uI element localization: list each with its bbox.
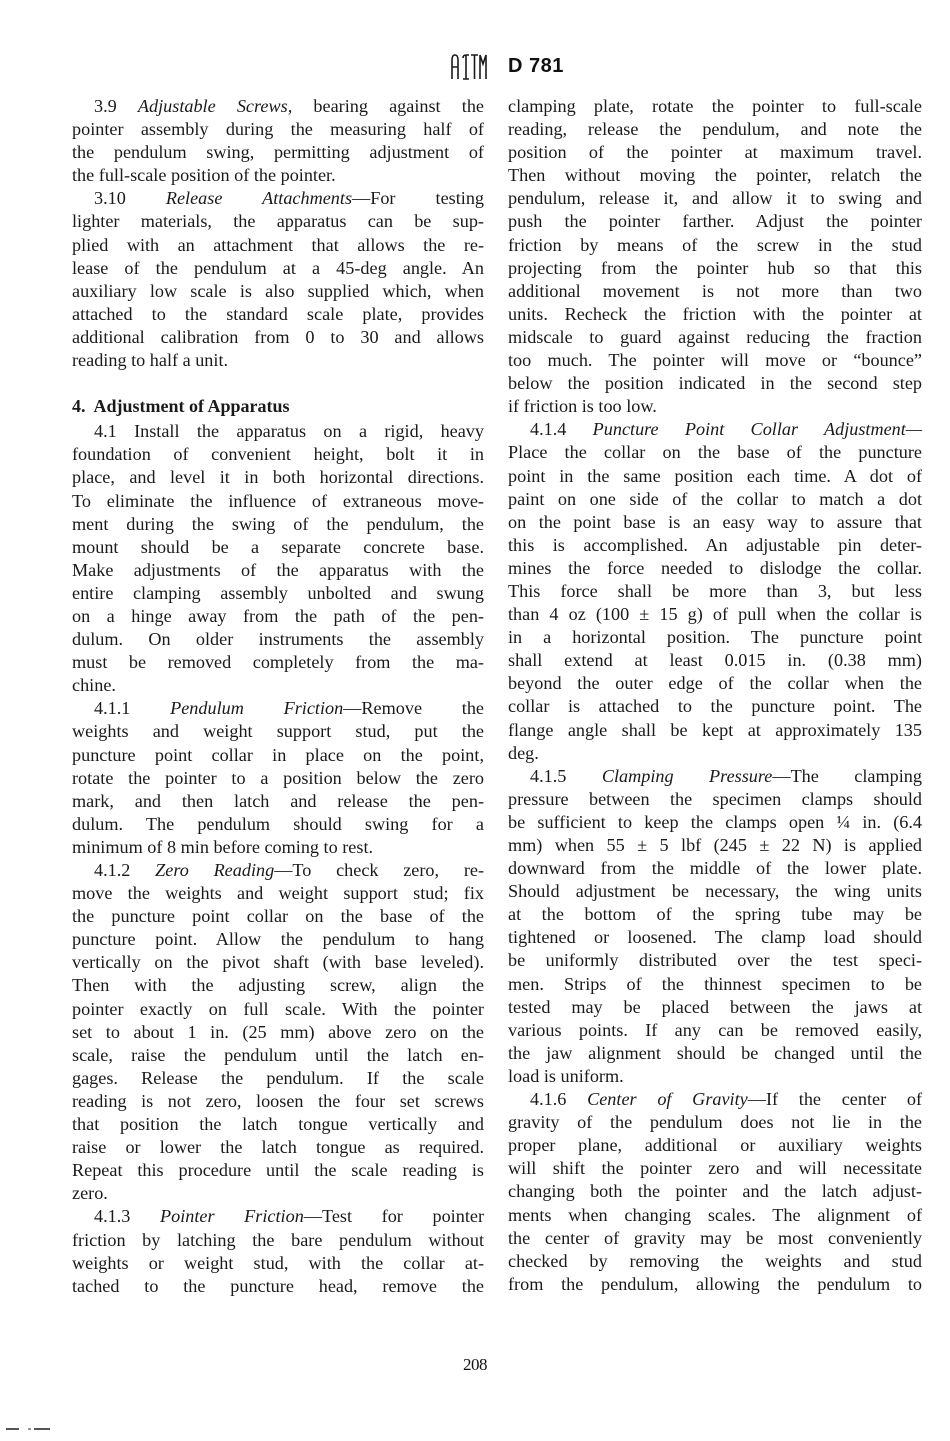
paragraph-4-1-2: 4.1.2 Zero Reading—To check zero, re- move the weights and weight support stud; fix the puncture point collar on the base of the puncture point. Allow the pendulum to hang vertically on the pivot shaft (with base leveled). Then with the adjusting screw, align the pointer exactly on full scale. With the pointer set to about 1 in. (25 mm) above zero on the scale, raise the pendulum until the latch en- gages. Release the pendulum. If the scale reading is not zero, loosen the four set screws that position the latch tongue vertically and raise or lower the latch tongue as required. Repeat this procedure until the scale reading is zero. bbox=[72, 860, 485, 1204]
scan-artifact bbox=[6, 1428, 19, 1430]
scan-artifact bbox=[34, 1428, 50, 1430]
paragraph-3-10: 3.10 Release Attachments—For testing lighter materials, the apparatus can be sup- plied with an attachment that allows the re- lease of the pendulum at a 45-deg angle. An auxiliary low scale is also supplied which, when attached to the standard scale plate, provides additional calibration from 0 to 30 and allows reading to half a unit. bbox=[72, 188, 485, 371]
paragraph-4-1-1: 4.1.1 Pendulum Friction—Remove the weights and weight support stud, put the puncture point collar in place on the point, rotate the pointer to a position below the zero mark, and then latch and release the pen- dulum. The pendulum should swing for a minimum of 8 min before coming to rest. bbox=[72, 698, 484, 857]
paragraph-4-1: 4.1 Install the apparatus on a rigid, heavy foundation of convenient height, bolt it in place, and level it in both horizontal directions. To eliminate the influence of extraneous move- ment during the swing of the pendulum, the mount should be a separate concrete base. Make adjustments of the apparatus with the entire clamping assembly unbolted and swung on a hinge away from the path of the pen- dulum. On older instruments the assembly must be removed completely from the ma- chine. bbox=[72, 421, 484, 696]
standard-designation: D 781 bbox=[508, 55, 564, 77]
paragraph-4-1-5: 4.1.5 Clamping Pressure—The clamping pressure between the specimen clamps should be sufficient to keep the clamps open ¼ in. (6.4 mm) when 55 ± 5 lbf (245 ± 22 N) is applied downward from the middle of the lower plate. Should adjustment be necessary, the wing units at the bottom of the spring tube may be tightened or loosened. The clamp load should be uniformly distributed over the test speci- men. Strips of the thinnest specimen to be tested may be placed between the jaws at various points. If any can be removed easily, the jaw alignment should be changed until the load is uniform. bbox=[508, 765, 922, 1086]
section-heading-4: 4. Adjustment of Apparatus bbox=[72, 396, 290, 417]
section-title: Pointer Friction bbox=[160, 1206, 304, 1227]
section-title: Clamping Pressure bbox=[601, 765, 773, 786]
right-column bbox=[508, 95, 922, 1296]
section-number: 4.1.4 bbox=[530, 419, 567, 440]
astm-logo-icon bbox=[449, 52, 487, 82]
section-title: Release Attachments bbox=[165, 188, 353, 209]
section-number: 4.1.6 bbox=[530, 1089, 567, 1110]
section-title: Pendulum Friction bbox=[170, 698, 344, 719]
section-title: Adjustable Screws, bbox=[137, 96, 293, 116]
section-title: Zero Reading bbox=[155, 860, 275, 880]
paragraph-4-1-4: 4.1.4 Puncture Point Collar Adjustment— Place the collar on the base of the puncture point in the same position each time. A dot of paint on one side of the collar to match a dot on the point base is an easy way to assure that this is accomplished. An adjustable pin deter- mines the force needed to dislodge the collar. This force shall be more than 3, but less than 4 oz (100 ± 15 g) of pull when the collar is in a horizontal position. The puncture point shall extend at least 0.015 in. (0.38 mm) beyond the outer edge of the collar when the collar is attached to the puncture point. The flange angle shall be kept at approximately 135 deg. bbox=[508, 419, 923, 763]
paragraph-3-9: 3.9 Adjustable Screws, bearing against the pointer assembly during the measuring half of the pendulum swing, permitting adjustment of the full-scale position of the pointer. bbox=[72, 96, 484, 186]
left-column bbox=[72, 95, 484, 1298]
section-title: Center of Gravity bbox=[587, 1089, 748, 1110]
section-number: 3.9 bbox=[94, 96, 117, 116]
section-number: 4.1.3 bbox=[94, 1206, 131, 1227]
section-number: 4.1.1 bbox=[94, 698, 131, 719]
page-number: 208 bbox=[463, 1355, 487, 1374]
paragraph-4-1-6: 4.1.6 Center of Gravity—If the center of gravity of the pendulum does not lie in the proper plane, additional or auxiliary weights will shift the pointer zero and will necessitate changing both the pointer and the latch adjust- ments when changing scales. The alignment of the center of gravity may be most conveniently checked by removing the weights and stud from the pendulum, allowing the pendulum to bbox=[508, 1089, 922, 1294]
paragraph-4-1-3: 4.1.3 Pointer Friction—Test for pointer friction by latching the bare pendulum without weights or weight stud, with the collar at- tached to the puncture head, remove the bbox=[72, 1206, 484, 1296]
section-title: Puncture Point Collar Adjustment— bbox=[592, 419, 923, 440]
section-number: 4.1.2 bbox=[94, 860, 131, 880]
section-heading-title: Adjustment of Apparatus bbox=[93, 396, 290, 417]
section-number: 3.10 bbox=[94, 188, 126, 209]
page-header bbox=[0, 52, 950, 86]
scan-artifact bbox=[28, 1428, 31, 1430]
section-number: 4.1.5 bbox=[530, 765, 567, 786]
paragraph-4-1-3-continued: clamping plate, rotate the pointer to full-scale reading, release the pendulum, and note the position of the pointer at maximum travel. Then without moving the pointer, relatch the pendulum, release it, and allow it to swing and push the pointer farther. Adjust the pointer friction by means of the screw in the stud projecting from the pointer hub so that this additional movement is not more than two units. Recheck the friction with the pointer at midscale to guard against reducing the fraction too much. The pointer will move or “bounce” below the position indicated in the second step if friction is too low. bbox=[508, 96, 922, 417]
